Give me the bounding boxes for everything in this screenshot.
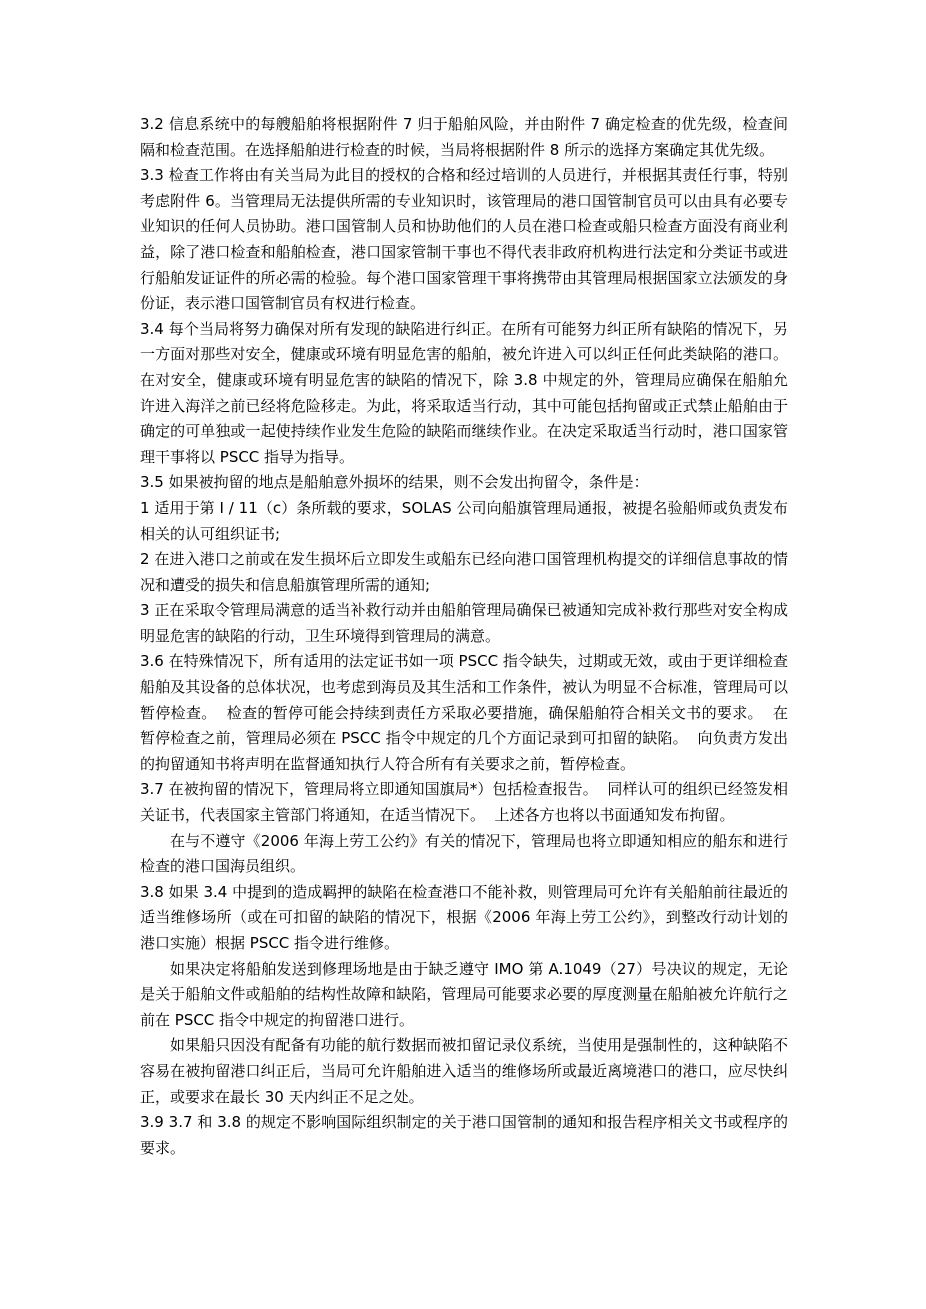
paragraph-3-3: 3.3 检查工作将由有关当局为此目的授权的合格和经过培训的人员进行，并根据其责任行事，特别考虑附件 6。当管理局无法提供所需的专业知识时，该管理局的港口国管制官员可以由具有必要专业知识的任何人员协助。港口国管制人员和协助他们的人员在港口检查或船只检查方面没有商业利益，除了港口检查和船舶检查，港口国家管制干事也不得代表非政府机构进行法定和分类证书或进行船舶发证证件的所必需的检验。每个港口国家管理干事将携带由其管理局根据国家立法颁发的身份证，表示港口国管制官员有权进行检查。	[140, 166, 788, 313]
paragraph-3-8-continued-2: 如果船只因没有配备有功能的航行数据而被扣留记录仪系统，当使用是强制性的，这种缺陷不容易在被拘留港口纠正后，当局可允许船舶进入适当的维修场所或最近离境港口的港口，应尽快纠正，或要求在最长 30 天内纠正不足之处。	[140, 1036, 788, 1106]
document-body	[140, 112, 788, 1161]
paragraph-3-9: 3.9 3.7 和 3.8 的规定不影响国际组织制定的关于港口国管制的通知和报告程序相关文书或程序的要求。	[140, 1113, 788, 1157]
paragraph-3-6: 3.6 在特殊情况下，所有适用的法定证书如一项 PSCC 指令缺失，过期或无效，或由于更详细检查船舶及其设备的总体状况，也考虑到海员及其生活和工作条件，被认为明显不合标准，管理局可以暂停检查。 检查的暂停可能会持续到责任方采取必要措施，确保船舶符合相关文书的要求。 在暂停检查之前，管理局必须在 PSCC 指令中规定的几个方面记录到可扣留的缺陷。 向负责方发出的拘留通知书将声明在监督通知执行人符合所有有关要求之前，暂停检查。	[140, 652, 788, 773]
paragraph-3-8-continued: 如果决定将船舶发送到修理场地是由于缺乏遵守 IMO 第 A.1049（27）号决议的规定，无论是关于船舶文件或船舶的结构性故障和缺陷，管理局可能要求必要的厚度测量在船舶被允许航行之前在 PSCC 指令中规定的拘留港口进行。	[140, 959, 788, 1029]
list-item-3-5-1: 1 适用于第 I / 11（c）条所载的要求，SOLAS 公司向船旗管理局通报，被提名验船师或负责发布相关的认可组织证书;	[140, 498, 788, 543]
paragraph-3-4: 3.4 每个当局将努力确保对所有发现的缺陷进行纠正。在所有可能努力纠正所有缺陷的情况下，另一方面对那些对安全，健康或环境有明显危害的船舶，被允许进入可以纠正任何此类缺陷的港口。在对安全，健康或环境有明显危害的缺陷的情况下，除 3.8 中规定的外，管理局应确保在船舶允许进入海洋之前已经将危险移走。为此，将采取适当行动，其中可能包括拘留或正式禁止船舶由于确定的可单独或一起使持续作业发生危险的缺陷而继续作业。在决定采取适当行动时，港口国家管理干事将以 PSCC 指导为指导。	[140, 319, 788, 466]
list-item-3-5-2: 2 在进入港口之前或在发生损坏后立即发生或船东已经向港口国管理机构提交的详细信息事故的情况和遭受的损失和信息船旗管理所需的通知;	[140, 550, 788, 594]
list-item-3-5-3: 3 正在采取令管理局满意的适当补救行动并由船舶管理局确保已被通知完成补救行那些对安全构成明显危害的缺陷的行动，卫生环境得到管理局的满意。	[140, 601, 788, 645]
paragraph-3-7-continued: 在与不遵守《2006 年海上劳工公约》有关的情况下，管理局也将立即通知相应的船东和进行检查的港口国海员组织。	[140, 831, 788, 876]
paragraph-3-8: 3.8 如果 3.4 中提到的造成羁押的缺陷在检查港口不能补救，则管理局可允许有关船舶前往最近的适当维修场所（或在可扣留的缺陷的情况下，根据《2006 年海上劳工公约》，到整改行动计划的港口实施）根据 PSCC 指令进行维修。	[140, 882, 788, 952]
paragraph-3-2: 3.2 信息系统中的每艘船舶将根据附件 7 归于船舶风险，并由附件 7 确定检查的优先级，检查间隔和检查范围。在选择船舶进行检查的时候，当局将根据附件 8 所示的选择方案确定其优先级。	[140, 115, 788, 159]
paragraph-3-7: 3.7 在被拘留的情况下，管理局将立即通知国旗局*）包括检查报告。 同样认可的组织已经签发相关证书，代表国家主管部门将通知，在适当情况下。 上述各方也将以书面通知发布拘留。	[140, 780, 788, 825]
paragraph-3-5: 3.5 如果被拘留的地点是船舶意外损坏的结果，则不会发出拘留令，条件是：	[140, 473, 649, 492]
